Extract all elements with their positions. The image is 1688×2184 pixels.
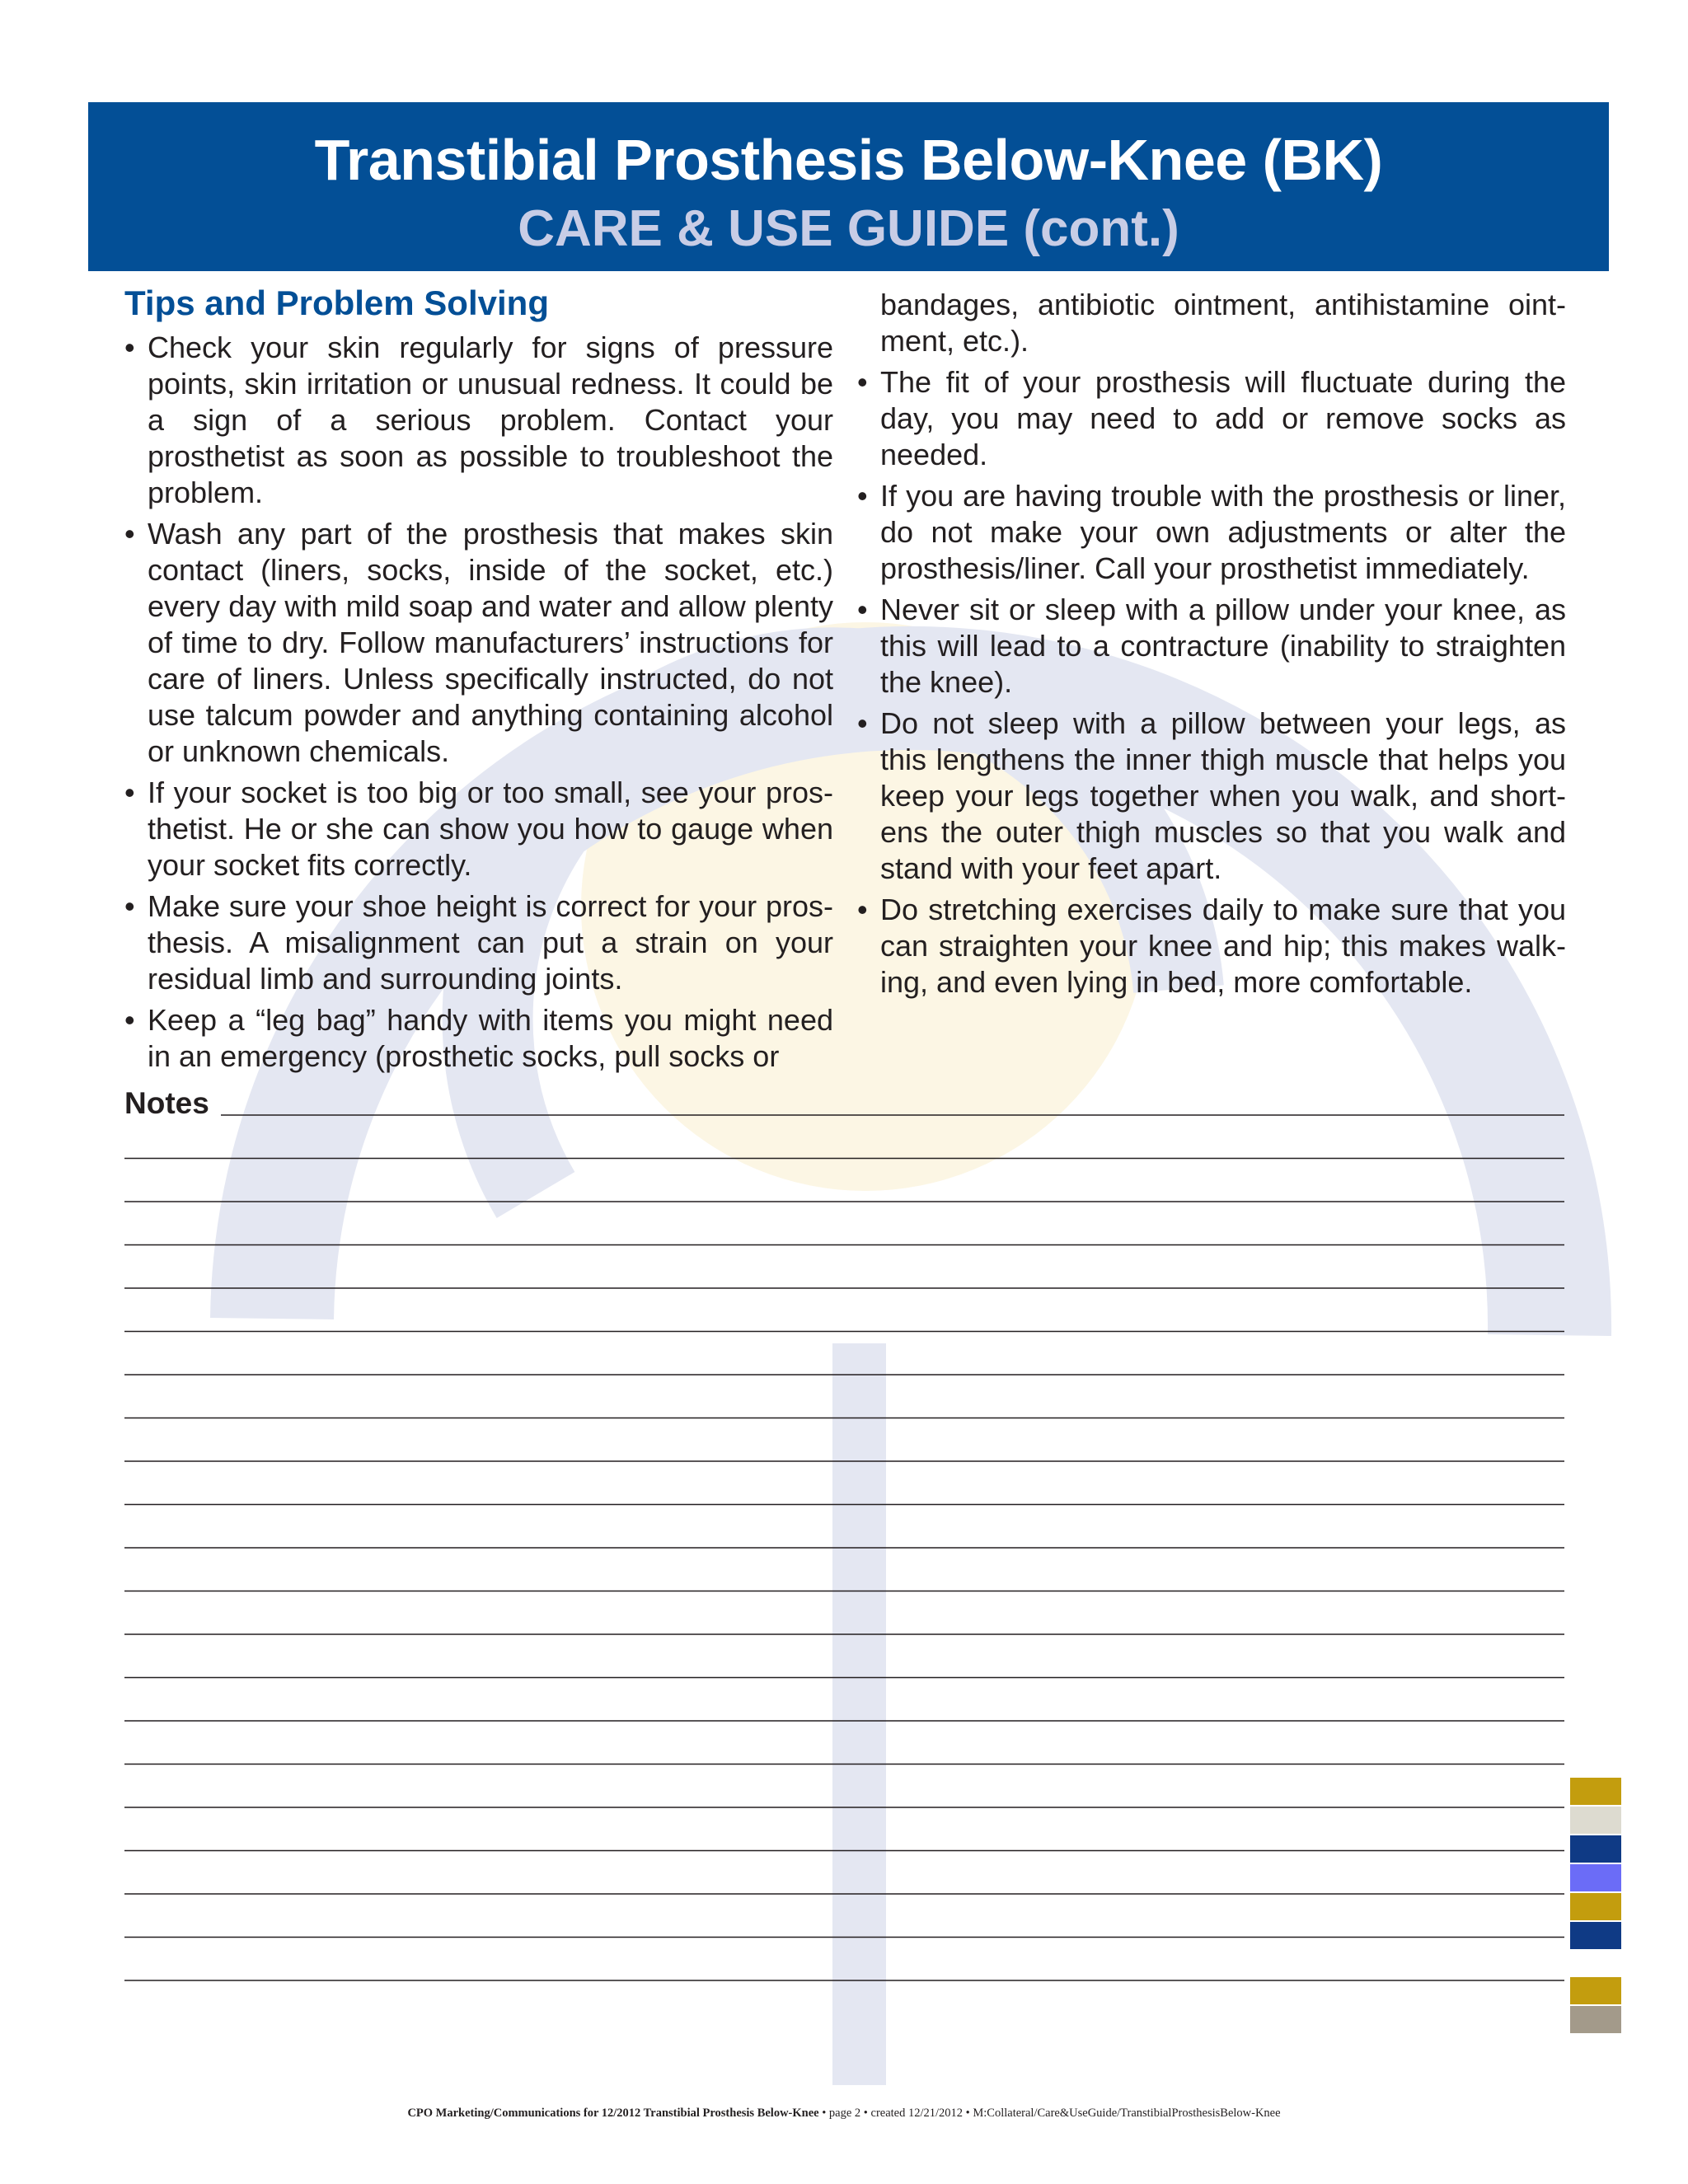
- footer-text: • page 2 • created 12/21/2012 • M:Collateral/Care&UseGuide/TranstibialProsthesisBelow-Knee: [818, 2107, 1281, 2120]
- tip-text: Make sure your shoe height is correct for your pros-thesis. A misalignment can put a strain on your residual limb and surrounding joints.: [148, 889, 833, 996]
- footer-credit: [0, 2107, 1688, 2121]
- color-swatch: [1570, 1922, 1621, 1949]
- bullet-icon: •: [857, 365, 868, 399]
- bullet-icon: •: [124, 517, 135, 551]
- color-swatch: [1570, 1778, 1621, 1805]
- tip-text: The fit of your prosthesis will fluctuate during the day, you may need to add or remove socks as needed.: [880, 365, 1566, 471]
- bullet-icon: •: [857, 706, 868, 740]
- notes-label: Notes: [124, 1086, 209, 1120]
- tip-text: If your socket is too big or too small, see your pros-thetist. He or she can show you how to gauge when your socket fits correctly.: [148, 776, 833, 882]
- footer-bold-text: CPO Marketing/Communications for 12/2012 Transtibial Prosthesis Below-Knee: [407, 2107, 819, 2120]
- color-swatch: [1570, 1807, 1621, 1834]
- bullet-icon: •: [857, 593, 868, 626]
- tip-text: Never sit or sleep with a pillow under your knee, as this will lead to a contracture (inability to straighten the knee).: [880, 593, 1566, 699]
- bullet-icon: •: [124, 776, 135, 809]
- color-swatch: [1570, 1864, 1621, 1891]
- tip-text: Check your skin regularly for signs of pressure points, skin irritation or unusual redness. It could be a sign of a serious problem. Contact your prosthetist as soon as possible to troubleshoot the problem.: [148, 330, 833, 509]
- color-swatch: [1570, 1893, 1621, 1920]
- tip-text: Do stretching exercises daily to make sure that you can straighten your knee and hip; this makes walk-ing, and even lying in bed, more comfortable.: [880, 893, 1566, 999]
- page-title: Transtibial Prosthesis Below-Knee (BK): [314, 128, 1383, 192]
- bullet-icon: •: [124, 889, 135, 923]
- color-swatch: [1570, 1835, 1621, 1863]
- bullet-icon: •: [857, 479, 868, 513]
- bullet-icon: •: [857, 893, 868, 926]
- page-subtitle: CARE & USE GUIDE (cont.): [518, 200, 1179, 257]
- color-swatch: [1570, 2006, 1621, 2033]
- tip-text: If you are having trouble with the prosthesis or liner, do not make your own adjustments or alter the prosthesis/liner. Call your prosthetist immediately.: [880, 479, 1566, 585]
- tip-text: Do not sleep with a pillow between your legs, as this lengthens the inner thigh muscle that helps you keep your legs together when you walk, and short-ens the outer thigh muscles so that you walk and stand with your feet apart.: [880, 706, 1566, 885]
- color-swatch-strip: [1570, 1778, 1621, 2035]
- color-swatch: [1570, 1977, 1621, 2004]
- tip-text: Keep a “leg bag” handy with items you might need in an emergency (prosthetic socks, pull socks or: [148, 1003, 833, 1073]
- tip-text: Wash any part of the prosthesis that makes skin contact (liners, socks, inside of the socket, etc.) every day with mild soap and water and allow plenty of time to dry. Follow manufacturers’ instructions for care of liners. Unless specifically instructed, do not use talcum powder and anything containing alcohol or unknown chemicals.: [148, 517, 833, 768]
- bullet-icon: •: [124, 1003, 135, 1037]
- bullet-icon: •: [124, 330, 135, 364]
- section-heading: Tips and Problem Solving: [124, 284, 549, 322]
- tip-continuation-text: bandages, antibiotic ointment, antihistamine oint-ment, etc.).: [880, 288, 1566, 358]
